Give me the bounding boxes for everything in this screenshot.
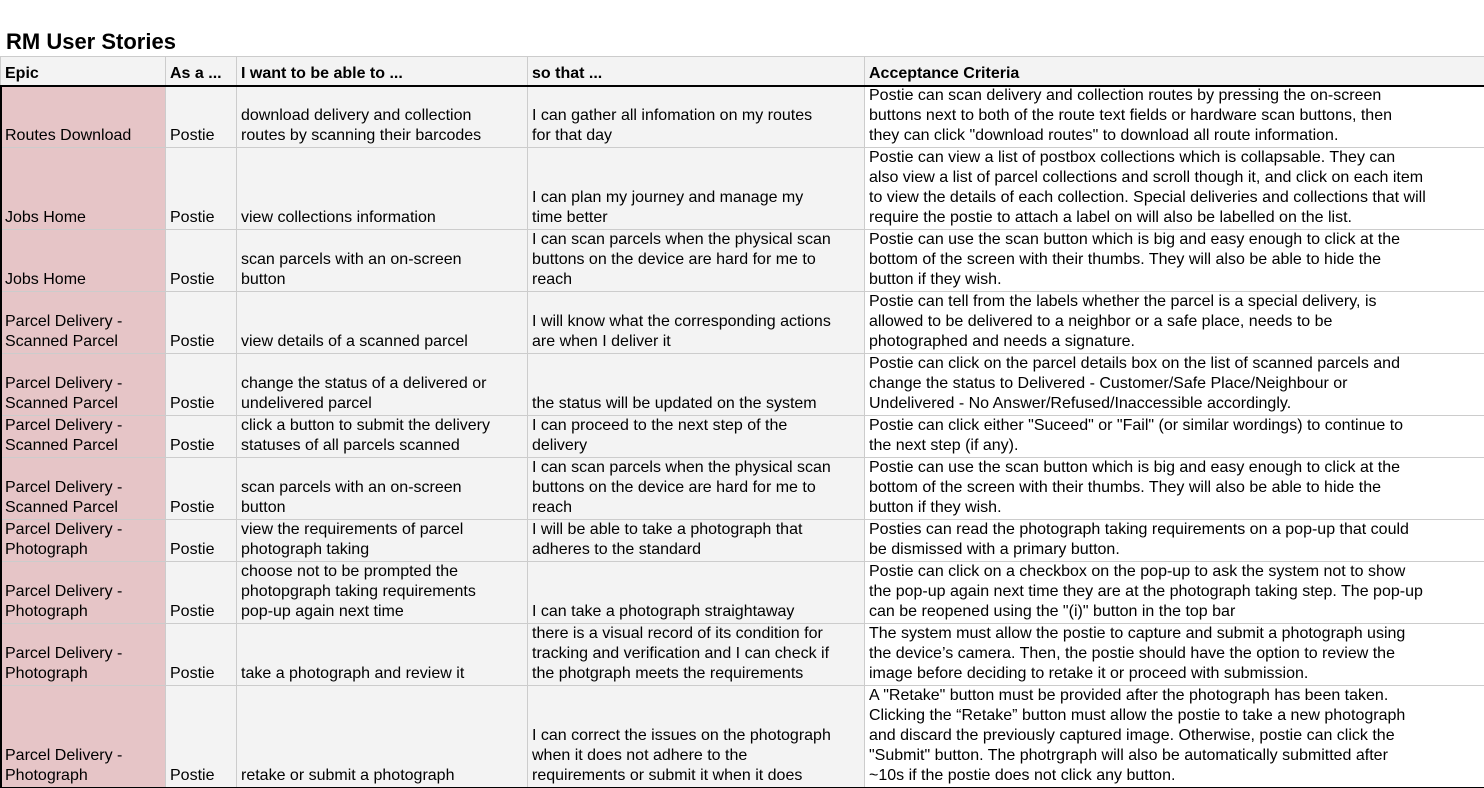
so-that-cell[interactable]: I will know what the corresponding actions are when I deliver it [528, 292, 865, 354]
acceptance-criteria-cell[interactable]: Postie can click either "Suceed" or "Fail" (or similar wordings) to continue to the next step (if any). [865, 416, 1484, 458]
epic-cell[interactable]: Parcel Delivery - Scanned Parcel [1, 458, 166, 520]
so-that-cell[interactable]: I can gather all infomation on my routes for that day [528, 86, 865, 148]
role-cell[interactable]: Postie [166, 686, 237, 788]
role-cell[interactable]: Postie [166, 354, 237, 416]
epic-cell[interactable]: Routes Download [1, 86, 166, 148]
want-cell[interactable]: click a button to submit the delivery statuses of all parcels scanned [237, 416, 528, 458]
epic-cell[interactable]: Parcel Delivery - Photograph [1, 624, 166, 686]
table-row [1, 148, 1484, 230]
sheet-title: RM User Stories [6, 30, 176, 54]
acceptance-criteria-cell[interactable]: Posties can read the photograph taking requirements on a pop-up that could be dismissed with a primary button. [865, 520, 1484, 562]
want-cell[interactable]: retake or submit a photograph [237, 686, 528, 788]
want-cell[interactable]: change the status of a delivered or undelivered parcel [237, 354, 528, 416]
role-cell[interactable]: Postie [166, 86, 237, 148]
want-cell[interactable]: choose not to be prompted the photopgraph taking requirements pop-up again next time [237, 562, 528, 624]
table-row [1, 416, 1484, 458]
table-row [1, 562, 1484, 624]
so-that-cell[interactable]: I can scan parcels when the physical scan buttons on the device are hard for me to reach [528, 230, 865, 292]
so-that-cell[interactable]: I can proceed to the next step of the delivery [528, 416, 865, 458]
epic-cell[interactable]: Jobs Home [1, 148, 166, 230]
so-that-cell[interactable]: I can plan my journey and manage my time better [528, 148, 865, 230]
user-stories-table [0, 56, 1484, 788]
want-cell[interactable]: scan parcels with an on-screen button [237, 230, 528, 292]
role-cell[interactable]: Postie [166, 148, 237, 230]
want-cell[interactable]: take a photograph and review it [237, 624, 528, 686]
table-row [1, 86, 1484, 148]
table-row [1, 292, 1484, 354]
want-cell[interactable]: download delivery and collection routes by scanning their barcodes [237, 86, 528, 148]
header-row [1, 57, 1484, 86]
header-acceptance-criteria[interactable]: Acceptance Criteria [865, 57, 1484, 86]
acceptance-criteria-cell[interactable]: Postie can click on a checkbox on the pop-up to ask the system not to show the pop-up again next time they are at the photograph taking step. The pop-up can be reopened using the "(i)" button in the top bar [865, 562, 1484, 624]
table-row [1, 624, 1484, 686]
acceptance-criteria-cell[interactable]: Postie can scan delivery and collection routes by pressing the on-screen buttons next to both of the route text fields or hardware scan buttons, then they can click "download routes" to download all route information. [865, 86, 1484, 148]
role-cell[interactable]: Postie [166, 624, 237, 686]
acceptance-criteria-cell[interactable]: A "Retake" button must be provided after the photograph has been taken. Clicking the “Retake” button must allow the postie to take a new photograph and discard the previously captured image. Otherwise, postie can click the "Submit" button. The photrgraph will also be automatically submitted after ~10s if the postie does not click any button. [865, 686, 1484, 788]
role-cell[interactable]: Postie [166, 230, 237, 292]
table-row [1, 230, 1484, 292]
epic-cell[interactable]: Parcel Delivery - Scanned Parcel [1, 354, 166, 416]
so-that-cell[interactable]: I can correct the issues on the photograph when it does not adhere to the requirements or submit it when it does [528, 686, 865, 788]
acceptance-criteria-cell[interactable]: Postie can use the scan button which is big and easy enough to click at the bottom of the screen with their thumbs. They will also be able to hide the button if they wish. [865, 230, 1484, 292]
epic-cell[interactable]: Parcel Delivery - Scanned Parcel [1, 416, 166, 458]
epic-cell[interactable]: Parcel Delivery - Photograph [1, 686, 166, 788]
title-row [0, 0, 1484, 56]
so-that-cell[interactable]: I can take a photograph straightaway [528, 562, 865, 624]
epic-cell[interactable]: Jobs Home [1, 230, 166, 292]
acceptance-criteria-cell[interactable]: Postie can tell from the labels whether the parcel is a special delivery, is allowed to be delivered to a neighbor or a safe place, needs to be photographed and needs a signature. [865, 292, 1484, 354]
role-cell[interactable]: Postie [166, 416, 237, 458]
want-cell[interactable]: scan parcels with an on-screen button [237, 458, 528, 520]
epic-cell[interactable]: Parcel Delivery - Photograph [1, 520, 166, 562]
want-cell[interactable]: view the requirements of parcel photograph taking [237, 520, 528, 562]
acceptance-criteria-cell[interactable]: The system must allow the postie to capture and submit a photograph using the device’s camera. Then, the postie should have the option to review the image before deciding to retake it or proceed with submission. [865, 624, 1484, 686]
role-cell[interactable]: Postie [166, 520, 237, 562]
acceptance-criteria-cell[interactable]: Postie can use the scan button which is big and easy enough to click at the bottom of the screen with their thumbs. They will also be able to hide the button if they wish. [865, 458, 1484, 520]
so-that-cell[interactable]: the status will be updated on the system [528, 354, 865, 416]
role-cell[interactable]: Postie [166, 458, 237, 520]
role-cell[interactable]: Postie [166, 292, 237, 354]
header-epic[interactable]: Epic [1, 57, 166, 86]
header-want[interactable]: I want to be able to ... [237, 57, 528, 86]
header-so-that[interactable]: so that ... [528, 57, 865, 86]
acceptance-criteria-cell[interactable]: Postie can view a list of postbox collections which is collapsable. They can also view a list of parcel collections and scroll though it, and click on each item to view the details of each collection. Special deliveries and collections that will require the postie to attach a label on will also be labelled on the list. [865, 148, 1484, 230]
so-that-cell[interactable]: I will be able to take a photograph that adheres to the standard [528, 520, 865, 562]
table-row [1, 520, 1484, 562]
want-cell[interactable]: view details of a scanned parcel [237, 292, 528, 354]
table-row [1, 354, 1484, 416]
acceptance-criteria-cell[interactable]: Postie can click on the parcel details box on the list of scanned parcels and change the status to Delivered - Customer/Safe Place/Neighbour or Undelivered - No Answer/Refused/Inaccessible accordingly. [865, 354, 1484, 416]
table-row [1, 458, 1484, 520]
epic-cell[interactable]: Parcel Delivery - Photograph [1, 562, 166, 624]
role-cell[interactable]: Postie [166, 562, 237, 624]
want-cell[interactable]: view collections information [237, 148, 528, 230]
header-role[interactable]: As a ... [166, 57, 237, 86]
epic-cell[interactable]: Parcel Delivery - Scanned Parcel [1, 292, 166, 354]
so-that-cell[interactable]: I can scan parcels when the physical scan buttons on the device are hard for me to reach [528, 458, 865, 520]
table-row [1, 686, 1484, 788]
so-that-cell[interactable]: there is a visual record of its condition for tracking and verification and I can check if the photgraph meets the requirements [528, 624, 865, 686]
